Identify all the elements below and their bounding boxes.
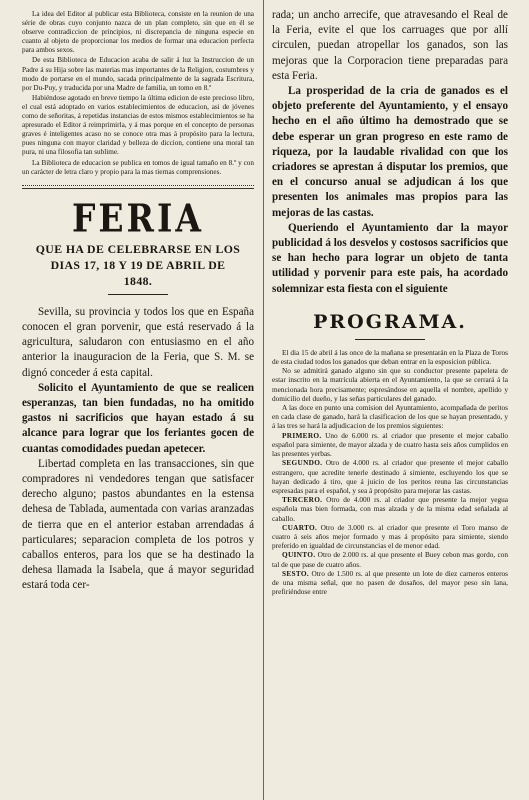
notice-paragraph-4: La Biblioteca de educacion se publica en tomos de igual tamaño en 8.º y con un carácter de letra claro y propio para la mas tiernas comprensiones. — [22, 158, 254, 176]
feria-body-continued — [272, 0, 508, 297]
prize-cuarto: CUARTO. Otro de 3.000 rs. al criador que presente el Toro manso de cuatro á seis años mejor formado y mas á propósito para simiente, siendo preferido en igualdad de circunstancias el de menor edad. — [272, 522, 508, 551]
continued-paragraph-2: La prosperidad de la cria de ganados es el objeto preferente del Ayuntamiento, y el ensayo hecho en el año último ha demostrado que se debe esperar un gran progreso en este ramo de riqueza, por la laudable rivalidad con que los criadores se aprestan á disputar los premios, que en el concurso anual se adjudican á los que presenten los animales mas propios para las mejoras de las castas. — [272, 85, 508, 219]
section-separator-line — [22, 188, 254, 189]
body-paragraph-2: Solicito el Ayuntamiento de que se realicen esperanzas, tan bien fundadas, no ha omitido gastos ni sacrificios que hayan estado á su alcance para lograr que los feriantes gocen de cuantas comodidades puedan apetecer. — [22, 381, 254, 455]
section-separator — [22, 185, 254, 186]
body-paragraph-3: Libertad completa en las transacciones, sin que compradores ni vendedores tengan que satisfacer derecho alguno; pastos abundantes en la estensa dehesa de Tablada, aumentada con varias aranzadas de tierra que en el anterior estaban arrendadas á particulares; separacion completa de los potros y caballos enteros, para los que se ha destinado la dehesa llamada la Isabela, que á mayor seguridad estará toda cer- — [22, 457, 254, 592]
right-column — [272, 0, 508, 596]
column-divider — [263, 0, 264, 800]
library-notice — [22, 0, 254, 177]
feria-subtitle-line-1: QUE HA DE CELEBRARSE EN LOS — [35, 241, 241, 256]
prize-tercero: TERCERO. Otro de 4.000 rs. al criador que presente la mejor yegua española mas bien formada, con mas alzada y de la misma edad señalada al caballo. — [272, 495, 509, 523]
programa-paragraph: A las doce en punto una comision del Ayuntamiento, acompañada de peritos en cada clase de ganado, hará la clasificacion de los que se hayan presentado, y á las tres se hará la adjudicacion de los premios siguientes: — [272, 403, 508, 431]
programa-title: PROGRAMA. — [313, 310, 467, 333]
programa-body — [272, 348, 508, 596]
feria-subtitle-line-2: DIAS 17, 18 Y 19 DE ABRIL DE — [50, 257, 226, 272]
prize-segundo: SEGUNDO. Otro de 4.000 rs. al criador que presente el mejor caballo estrangero, que acredite tenerle destinado á simiente, escluyendo los que se hayan dedicado á tiro, que á juicio de los peritos reuna las circunstancias espresadas para el español, y sea á propósito para mejorar las castas. — [272, 458, 508, 495]
feria-subtitle-year: 1848. — [123, 273, 153, 288]
prize-sesto: SESTO. Otro de 1.500 rs. al que presente un lote de diez carneros enteros de una misma señal, que no pasen de dosaños, del mayor peso sin lana, prefiriéndose entre — [272, 568, 508, 597]
prize-quinto: QUINTO. Otro de 2.000 rs. al que presente el Buey cebon mas gordo, con tal de que pase de cuatro años. — [272, 550, 508, 569]
left-column — [22, 0, 254, 594]
programa-paragraph: El dia 15 de abril á las once de la mañana se presentarán en la Plaza de Toros de esta ciudad todos los ganados que deban entrar en la esposicion pública. — [272, 347, 508, 367]
feria-body — [22, 305, 254, 594]
notice-paragraph-1: La idea del Editor al publicar esta Biblioteca, consiste en la reunion de una série de obras cuyo conjunto nazca de un plan completo, sin que en él se observe contradiccion de principios, ni discrepancia de ninguna especie en cuanto al objeto de proporcionar los medios de formar una educacion perfecta para ambos sexos. — [22, 10, 254, 55]
body-paragraph-1: Sevilla, su provincia y todos los que en España conocen el gran porvenir, que está reservado á la agricultura, saludaron con entusiasmo en el año anterior la inauguracion de la Feria, que S. M. se dignó conceder á esta capital. — [22, 305, 254, 379]
feria-title: FERIA — [71, 195, 205, 241]
continued-paragraph-1: rada; un ancho arrecife, que atravesando el Real de la Feria, evite el que los carruages que por allí circulen, puedan atropellar los ganados, son las mejoras que la Corporacion tiene preparadas para esta Feria. — [272, 9, 508, 82]
programa-rule — [355, 339, 425, 340]
programa-paragraph: No se admitirá ganado alguno sin que su conductor presente papeleta de estar inscrito en la matrícula abierta en el Ayuntamiento, la que se cerrará á la mencionada hora precisamente; espresándose en aquella el nombre, apellido y domicilio del dueño, y las señas particulares del ganado. — [272, 366, 508, 403]
prize-primero: PRIMERO. Uno de 6.000 rs. al criador que presente el mejor caballo español para simiente, de mayor alzada y de cuatro hasta seis años cumplidos en las presentes yerbas. — [272, 430, 508, 459]
notice-paragraph-3: Habiéndose agotado en breve tiempo la última edicion de este precioso libro, el cual está adoptado en varios establecimientos de educacion, asi de jóvenes como de señoritas, á repetidas instancias de estos mismos establecimientos se ha apresurado el Editor á reimprimirla, y á mas porque en el concepto de personas graves é inteligentes acaso no se conoce otra mas á propósito para la lectura, pues ninguna con mayor claridad y belleza de diccion, contiene una moral tan pura, ni una filosofia tan sublime. — [22, 93, 254, 157]
title-rule — [108, 294, 168, 295]
continued-paragraph-3: Queriendo el Ayuntamiento dar la mayor publicidad á los desvelos y costosos sacrificios que se han hecho para lograr un objeto de tanta utilidad y porvenir para este pais, ha acordado solemnizar esta fiesta con el siguiente — [272, 221, 508, 295]
notice-paragraph-2: De esta Biblioteca de Educacion acaba de salir á luz la Instruccion de un Padre á su Hija sobre las materias mas importantes de la Religion, costumbres y modo de portarse en el mundo, sacada principalmente de la sagrada Escritura, por Du-Puy, y traducida por una Madre de familia, un tomo en 8.º — [22, 56, 254, 92]
